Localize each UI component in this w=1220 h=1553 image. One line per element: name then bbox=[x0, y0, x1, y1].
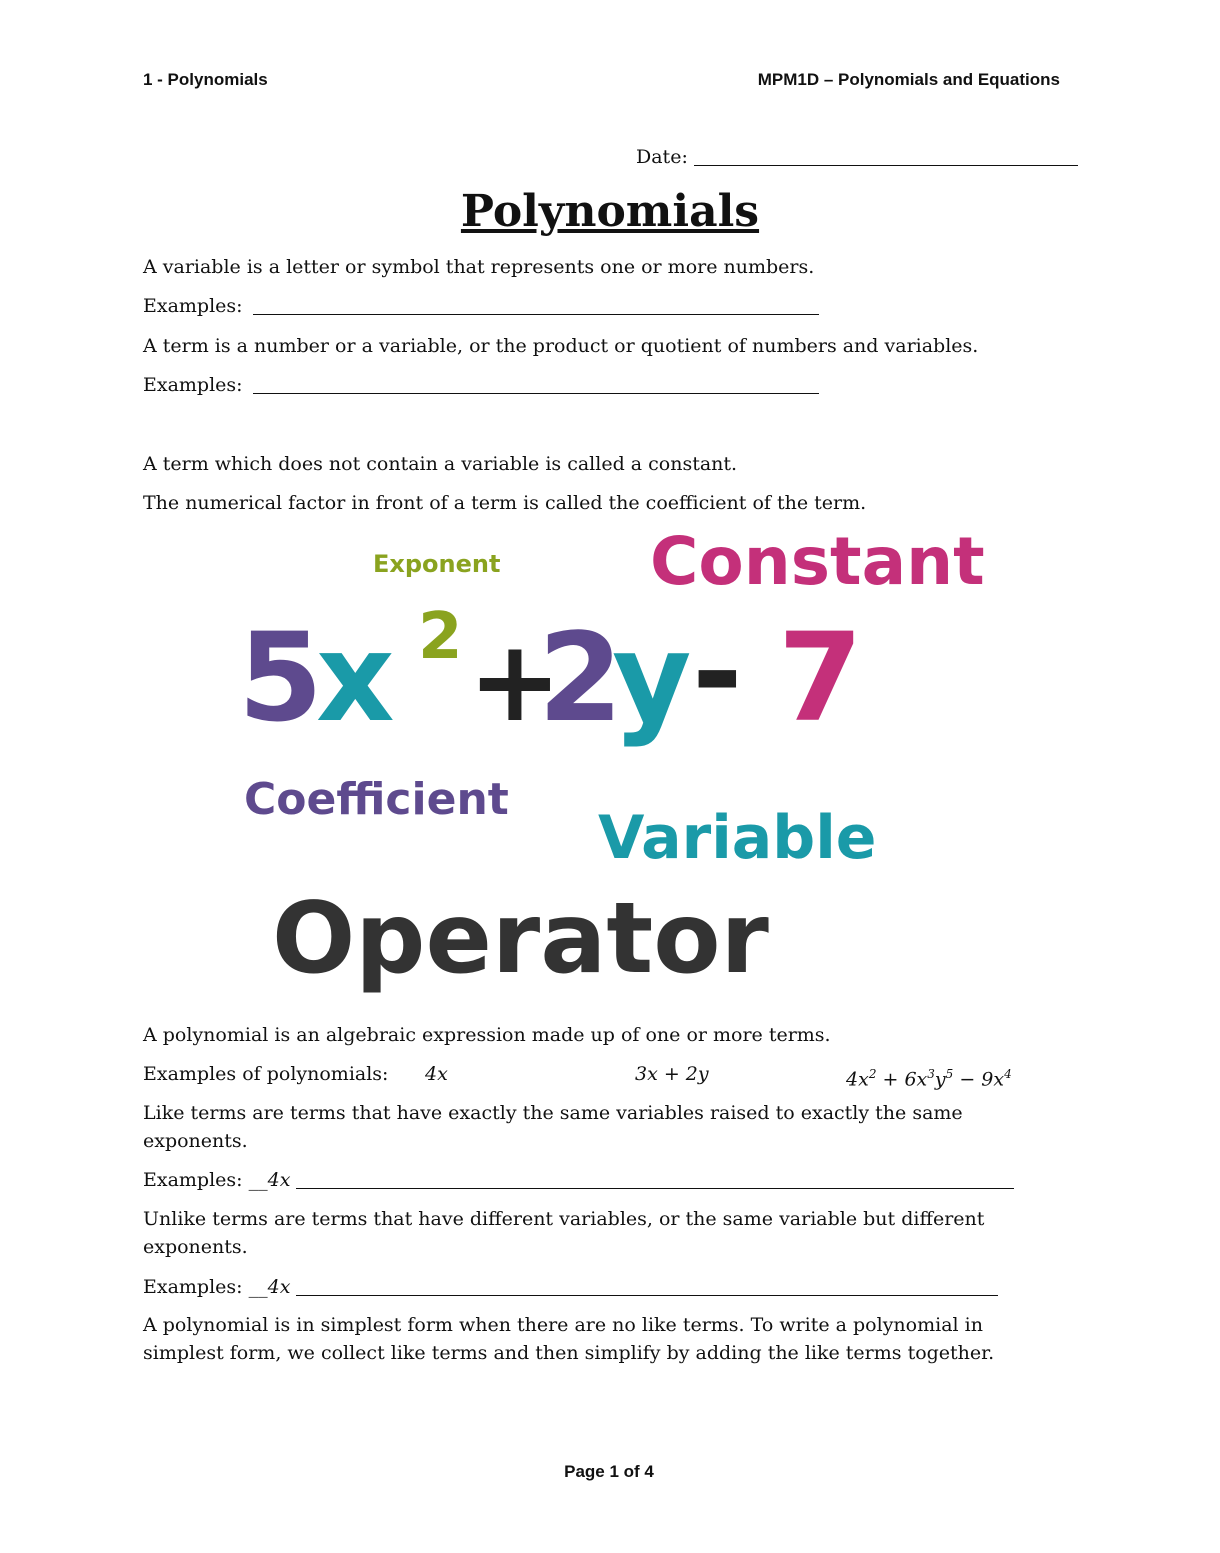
like-example-term: 4x bbox=[267, 1169, 291, 1191]
expression-variable-y: y bbox=[612, 607, 692, 749]
date-field bbox=[636, 146, 1078, 168]
expression-exponent-2: 2 bbox=[418, 600, 463, 674]
polynomial-example-2: 3x + 2y bbox=[635, 1063, 709, 1085]
unlike-terms-definition: Unlike terms are terms that have different variables, or the same variable but different exponents. bbox=[143, 1208, 985, 1258]
coefficient-definition: The numerical factor in front of a term is called the coefficient of the term. bbox=[143, 492, 867, 514]
examples-label: Examples: bbox=[143, 374, 243, 396]
variable-examples-blank[interactable] bbox=[253, 314, 819, 315]
header-right: MPM1D – Polynomials and Equations bbox=[757, 70, 1060, 89]
unlike-example-prefix: __ bbox=[248, 1276, 268, 1298]
term-examples bbox=[143, 371, 819, 399]
exponent-label: Exponent bbox=[373, 550, 501, 578]
variable-definition: A variable is a letter or symbol that represents one or more numbers. bbox=[143, 256, 815, 278]
date-blank-line[interactable] bbox=[694, 165, 1078, 166]
date-label: Date: bbox=[636, 146, 688, 168]
polynomial-definition: A polynomial is an algebraic expression made up of one or more terms. bbox=[143, 1024, 831, 1046]
page-number: Page 1 of 4 bbox=[564, 1462, 654, 1481]
ex3-exp-b: 3 bbox=[927, 1067, 935, 1081]
polynomial-examples-label: Examples of polynomials: bbox=[143, 1063, 389, 1085]
polynomial-example-1: 4x bbox=[425, 1063, 448, 1085]
ex3-part-a: 4x bbox=[846, 1068, 869, 1091]
examples-label: Examples: bbox=[143, 1169, 243, 1191]
simplest-form-definition: A polynomial is in simplest form when there are no like terms. To write a polynomial in simplest form, we collect like terms and then simplify by adding the like terms together. bbox=[143, 1314, 995, 1364]
coefficient-label: Coefficient bbox=[244, 774, 509, 825]
expression-operator-minus: - bbox=[692, 601, 743, 743]
operator-label: Operator bbox=[272, 882, 769, 996]
variable-examples bbox=[143, 292, 819, 320]
header-left: 1 - Polynomials bbox=[143, 70, 268, 89]
variable-label: Variable bbox=[598, 803, 877, 873]
ex3-part-b: + 6x bbox=[876, 1068, 928, 1091]
expression-variable-x: x bbox=[316, 607, 395, 749]
term-examples-blank[interactable] bbox=[253, 393, 819, 394]
ex3-part-d: − 9x bbox=[953, 1068, 1005, 1091]
polynomial-examples bbox=[143, 1060, 1063, 1091]
unlike-terms-examples bbox=[143, 1273, 998, 1301]
unlike-terms-blank[interactable] bbox=[296, 1295, 998, 1296]
term-definition: A term is a number or a variable, or the product or quotient of numbers and variables. bbox=[143, 335, 979, 357]
page-title: Polynomials bbox=[460, 186, 760, 237]
expression-coefficient-5: 5 bbox=[238, 607, 323, 749]
expression-coefficient-2: 2 bbox=[538, 607, 623, 749]
ex3-exp-a: 2 bbox=[868, 1067, 877, 1081]
like-example-prefix: __ bbox=[248, 1169, 268, 1191]
like-terms-examples bbox=[143, 1166, 1014, 1194]
polynomial-example-3 bbox=[846, 1060, 1012, 1093]
constant-definition: A term which does not contain a variable is called a constant. bbox=[143, 453, 738, 475]
constant-label: Constant bbox=[650, 523, 985, 600]
ex3-exp-d: 4 bbox=[1004, 1067, 1012, 1081]
like-terms-definition: Like terms are terms that have exactly the same variables raised to exactly the same exponents. bbox=[143, 1102, 963, 1152]
examples-label: Examples: bbox=[143, 1276, 243, 1298]
expression-constant-7: 7 bbox=[778, 607, 863, 749]
expression-operator-plus: + bbox=[468, 617, 562, 747]
ex3-exp-c: 5 bbox=[945, 1067, 954, 1081]
examples-label: Examples: bbox=[143, 295, 243, 317]
unlike-example-term: 4x bbox=[267, 1276, 291, 1298]
polynomial-parts-graphic bbox=[230, 520, 985, 1010]
ex3-part-c: y bbox=[934, 1068, 946, 1091]
like-terms-blank[interactable] bbox=[296, 1188, 1014, 1189]
